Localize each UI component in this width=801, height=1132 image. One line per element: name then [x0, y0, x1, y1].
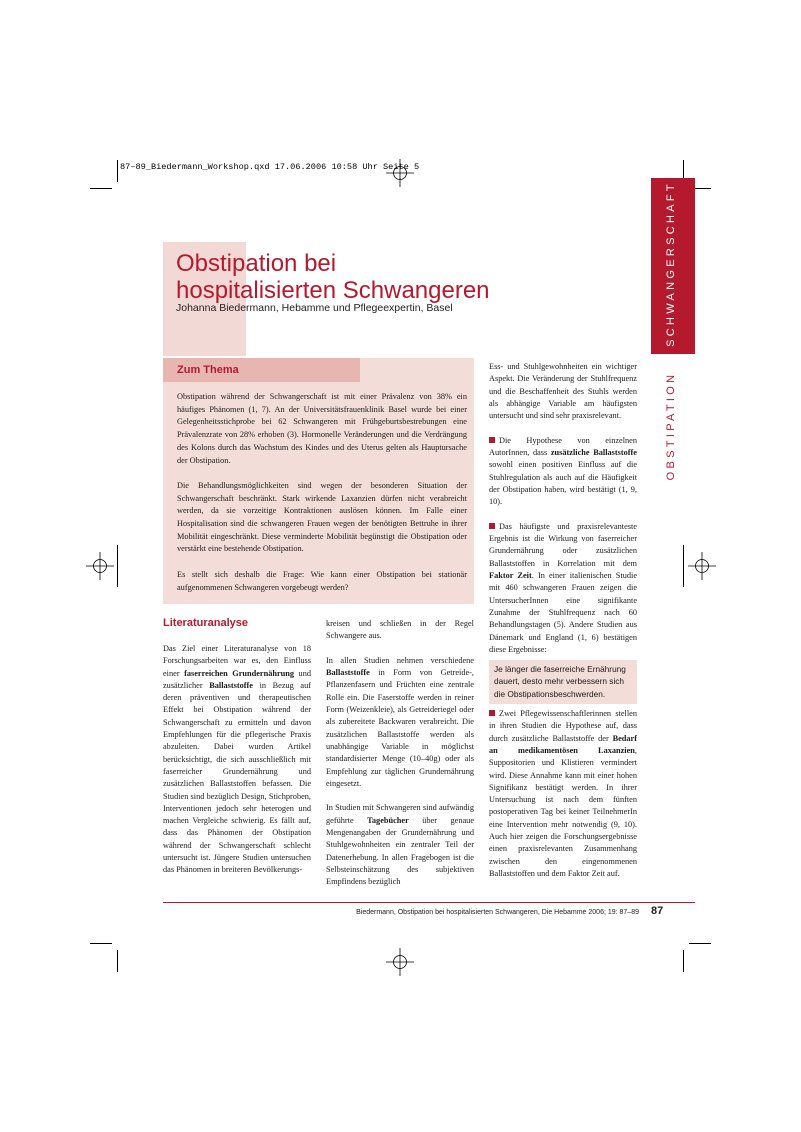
bold-term: Ballaststoffe [326, 668, 370, 678]
article-title [176, 250, 490, 304]
bullet-square-icon [489, 523, 495, 529]
text-run: sowohl einen positiven Einfluss auf die Stuhlregulation als auch auf die Häufigkeit der Obstipation haben, wird bestätigt (1, 9, 10). [489, 460, 637, 507]
text-column-3 [489, 361, 637, 892]
crop-mark [683, 950, 684, 972]
print-slug: 87–89_Biedermann_Workshop.qxd 17.06.2006 10:58 Uhr Seite 5 [120, 162, 420, 172]
paragraph [489, 435, 637, 509]
text-run: über genaue Mengenangaben der Grundernährung und Stuhlgewohnheiten ein zentraler Teil der Datenerhebung. In allen Fragebogen ist die Selbsteinschätzung des subjektiven Empfindens bezüglich [326, 815, 475, 887]
paragraph: Obstipation während der Schwangerschaft ist mit einer Prävalenz von 38% ein häufiges Phänomen (1, 7). An der Universitätsfrauenklinik Basel wurde bei einer Gelegenheitsstichprobe bei 62 Schwangeren mit Frühgeburtsbestrebungen eine Prävalenzrate von 28% erhoben (3). Hormonelle Veränderungen und die Verdrängung des Kolons durch das Wachstum des Kindes und des Uterus gelten als Hauptursache der Obstipation. [177, 392, 467, 465]
bold-term: Bedarf an medikamentösen Laxanzien [489, 733, 637, 755]
bold-term: Ballaststoffe [209, 680, 253, 690]
pull-quote: Je länger die faserreiche Ernährung dauert, desto mehr verbessern sich die Obstipationsbeschwerden. [489, 660, 637, 704]
crop-mark [90, 943, 112, 944]
text-run: , Suppositorien und Klistieren vermindert wird. Diese Annahme kann mit einer hohen Signifikanz bestätigt werden. In ihrer Untersuchung ist nach dem fünften postoperativen Tag bei keiner TeilnehmerIn eine Intervention mehr notwendig (9, 10). Auch hier zeigen die Forschungsergebnisse einen praxisrelevanten Zusammenhang zwischen den eingenommenen Ballaststoffen und dem Faktor Zeit auf. [489, 745, 637, 878]
crop-mark [117, 950, 118, 972]
registration-line [117, 545, 118, 587]
text-run: in Form von Getreide-, Pflanzenfasern und Früchten eine zentrale Rolle ein. Die Faserstoffe werden in reiner Form (Weizenkleie), als Getreideriegel oder als zubereitete Backwaren verabreicht. Die zusätzlichen Ballaststoffe werden als unabhängige Variable in möglichst standardisierter Menge (10–40g) oder als Empfehlung zur täglichen Grundernährung eingesetzt. [326, 668, 474, 788]
text-run: In Studien mit Schwangeren sind aufwändig geführte [326, 803, 474, 825]
zum-thema-text [177, 391, 467, 607]
text-run: Zwei Pflegewissenschaftlerinnen stellen in ihren Studien die Hypothese auf, dass durch zusätzliche Ballaststoffe der [489, 709, 637, 743]
bullet-square-icon [489, 710, 495, 716]
section-heading: Literaturanalyse [163, 617, 248, 629]
article-title-line: hospitalisierten Schwangeren [176, 277, 490, 304]
bold-term: zusätzliche Ballaststoffe [550, 448, 637, 458]
category-label: SCHWANGERSCHAFT [665, 181, 677, 347]
paragraph [489, 708, 637, 880]
topic-label: OBSTIPATION [665, 371, 677, 481]
text-run: . In einer italienischen Studie mit 460 schwangeren Frauen zeigen die UntersucherInnen eine signifikante Zunahme der Stuhlfrequenz nach 60 Behandlungstagen (5). Andere Studien aus Dänemark und England (1, 6) bestätigen diese Ergebnisse: [489, 571, 638, 654]
registration-mark-icon [688, 552, 716, 580]
text-run: in Bezug auf deren präventiven und therapeutischen Effekt bei Obstipation während der Schwangerschaft zu ermitteln und davon Empfehlungen für die pflegerische Praxis abzuleiten. Dabei wurden Artikel berücksichtigt, die sich ausschließlich mit faserreicher Grundernährung und zusätzlichen Ballaststoffen befassen. Die Studien sind bezüglich Design, Stichproben, Interventionen jedoch sehr heterogen und machen Vergleiche schwierig. Es fällt auf, dass das Phänomen der Obstipation während der Schwangerschaft schlecht untersucht ist. Jüngere Studien untersuchen das Phänomen in breiteren Bevölkerungs- [163, 680, 311, 875]
registration-line [683, 545, 684, 587]
paragraph [326, 802, 474, 888]
paragraph [326, 655, 474, 790]
text-column-2 [326, 618, 474, 901]
page-number: 87 [651, 905, 664, 917]
paragraph [163, 643, 311, 877]
paragraph: Die Behandlungsmöglichkeiten sind wegen der besonderen Situation der Schwangerschaft beschränkt. Stark wirkende Laxanzien dürfen nicht verabreicht werden, da sie vorzeitige Kontraktionen auslösen können. Im Falle einer Hospitalisation sind die schwangeren Frauen wegen der benötigten Bettruhe in ihrer Mobilität eingeschränkt. Diese verminderte Mobilität begünstigt die Obstipation oder verstärkt eine bestehende Obstipation. [177, 480, 467, 554]
paragraph: kreisen und schließen in der Regel Schwangere aus. [326, 619, 474, 641]
article-title-line: Obstipation bei [176, 250, 337, 277]
text-run: und zusätzlicher [163, 668, 311, 690]
bold-term: Faktor Zeit [489, 571, 532, 581]
footer-rule [163, 902, 695, 903]
crop-mark [117, 160, 118, 182]
text-run: In allen Studien nehmen verschiedene [326, 655, 474, 665]
bullet-square-icon [489, 437, 495, 443]
text-run: Das Ziel einer Literaturanalyse von 18 Forschungsarbeiten war es, den Einfluss einer [163, 644, 311, 678]
bold-term: Tagebücher [367, 815, 409, 825]
paragraph: Ess- und Stuhlgewohnheiten ein wichtiger Aspekt. Die Veränderung der Stuhlfrequenz und die Beschaffenheit des Stuhls werden als abhängige Variable am häufigsten untersucht und sind sehr praxisrelevant. [489, 362, 637, 421]
registration-mark-icon [86, 552, 114, 580]
bold-term: faserreichen Grundernährung [184, 668, 295, 678]
registration-mark-icon [386, 948, 414, 976]
text-column-1 [163, 643, 311, 889]
paragraph: Es stellt sich deshalb die Frage: Wie kann einer Obstipation bei stationär aufgenommenen Schwangeren vorgebeugt werden? [177, 569, 467, 592]
zum-thema-heading: Zum Thema [177, 364, 239, 376]
text-run: Die Hypothese von einzelnen AutorInnen, dass [489, 435, 637, 458]
footer-citation: Biedermann, Obstipation bei hospitalisierten Schwangeren, Die Hebamme 2006; 19: 87–89 [356, 909, 639, 916]
article-byline: Johanna Biedermann, Hebamme und Pflegeexpertin, Basel [176, 302, 453, 314]
text-run: Das häufigste und praxisrelevanteste Ergebnis ist die Wirkung von faserreicher Grundernährung oder zusätzlichen Ballaststoffen in Korrelation mit dem [489, 521, 637, 568]
crop-mark [689, 943, 711, 944]
crop-mark [90, 188, 112, 189]
paragraph [489, 521, 637, 656]
